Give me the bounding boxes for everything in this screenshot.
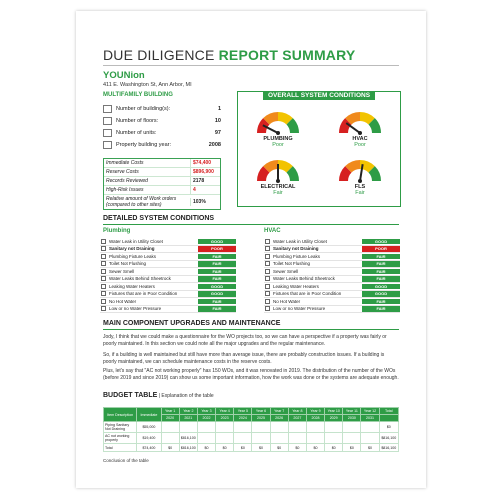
condition-item [100, 238, 236, 246]
detailed-divider [103, 224, 399, 225]
condition-item [100, 253, 236, 261]
budget-header-date: 2028 [306, 415, 324, 422]
condition-label: Sewer Smell [109, 268, 135, 274]
page-title: DUE DILIGENCE REPORT SUMMARY [103, 47, 356, 63]
checkbox[interactable] [101, 254, 106, 259]
hvac-conditions-list [264, 238, 400, 313]
budget-cell [361, 433, 379, 444]
budget-header-year: Year 12 [361, 408, 379, 415]
condition-item [100, 306, 236, 314]
budget-header-date: 2021 [179, 415, 197, 422]
checkbox[interactable] [101, 269, 106, 274]
checkbox[interactable] [265, 276, 270, 281]
condition-label: Fixtures that are in Poor Condition [273, 291, 342, 297]
checkbox[interactable] [101, 246, 106, 251]
condition-item [100, 246, 236, 254]
cost-label: High-Risk Issues [106, 187, 144, 193]
property-name: YOUNion [103, 70, 145, 81]
fact-label: Number of floors: [116, 118, 159, 124]
gauge-hub [276, 131, 280, 135]
report-page [76, 11, 426, 488]
checkbox[interactable] [101, 306, 106, 311]
checkbox[interactable] [265, 284, 270, 289]
upgrades-divider [103, 329, 399, 330]
budget-cell-immediate: $74,400 [137, 444, 161, 452]
budget-cell: $816,100 [179, 433, 197, 444]
plumbing-conditions-list [100, 238, 236, 313]
calendar-icon [103, 141, 112, 149]
gauge-dial [338, 110, 382, 135]
condition-item [264, 253, 400, 261]
gauge-hub [358, 179, 362, 183]
condition-label: Sanitary not Draining [109, 246, 155, 252]
condition-item [264, 306, 400, 314]
condition-item [264, 261, 400, 269]
cost-row [104, 177, 220, 186]
checkbox[interactable] [265, 254, 270, 259]
budget-header-date: 2024 [234, 415, 252, 422]
budget-cell [216, 433, 234, 444]
budget-cell [161, 422, 179, 433]
budget-header-year: Year 9 [306, 408, 324, 415]
checkbox[interactable] [265, 261, 270, 266]
condition-label: Low or no Water Pressure [273, 306, 326, 312]
budget-cell [234, 433, 252, 444]
checkbox[interactable] [101, 299, 106, 304]
budget-header-date: 2030 [343, 415, 361, 422]
gauge-hub [358, 131, 362, 135]
fact-label: Number of units: [116, 130, 157, 136]
status-badge: FAIR [362, 269, 400, 275]
budget-cell [361, 422, 379, 433]
status-badge: POOR [198, 246, 236, 252]
status-badge: FAIR [198, 261, 236, 267]
status-badge: FAIR [362, 276, 400, 282]
property-address: 411 E. Washington St, Ann Arbor, MI [103, 82, 192, 88]
condition-label: Sewer Smell [273, 268, 299, 274]
condition-label: No Hot Water [109, 298, 137, 304]
fact-value: 1 [217, 106, 221, 112]
budget-cell-desc: Piping Sanitary Not Draining [104, 422, 137, 433]
budget-cell: $0 [216, 444, 234, 452]
budget-cell [306, 433, 324, 444]
status-badge: FAIR [362, 306, 400, 312]
budget-header-year: Year 5 [234, 408, 252, 415]
costs-table [103, 158, 221, 210]
condition-item [100, 283, 236, 291]
condition-label: Sanitary not Draining [273, 246, 319, 252]
budget-header-date: 2020 [161, 415, 179, 422]
budget-subtitle: | Explanation of the table [157, 393, 214, 399]
budget-header-date: 2026 [270, 415, 288, 422]
upgrades-paragraph: So, if a building is well maintained but still have more than average issue, there are probably construction issues. If a building is poorly maintained, we can schedule maintenance costs in the reserve costs. [103, 352, 385, 365]
budget-cell-immediate: $19,400 [137, 433, 161, 444]
gauge [330, 110, 390, 148]
budget-header-year: Year 3 [197, 408, 215, 415]
budget-table [103, 407, 399, 452]
budget-header-date: 2023 [216, 415, 234, 422]
budget-row [104, 433, 399, 444]
fact-label: Number of building(s): [116, 106, 171, 112]
gauge-hub [276, 179, 280, 183]
checkbox[interactable] [101, 239, 106, 244]
budget-header-year: Year 6 [252, 408, 270, 415]
cost-row [104, 159, 220, 168]
budget-header-date: 2025 [252, 415, 270, 422]
budget-cell [325, 433, 343, 444]
condition-label: Water Leaks Behind Sheetrock [109, 276, 171, 282]
budget-caption: Conclusion of the table [103, 458, 149, 463]
checkbox[interactable] [101, 276, 106, 281]
budget-header-date: 2027 [288, 415, 306, 422]
fact-label: Property building year: [116, 142, 172, 148]
budget-cell: $0 [361, 444, 379, 452]
cost-label: Reserve Costs [106, 169, 139, 175]
condition-label: Water Leak in Utility Closet [109, 238, 163, 244]
budget-cell: $816,100 [379, 444, 398, 452]
budget-cell: $0 [343, 444, 361, 452]
budget-cell: $0 [197, 444, 215, 452]
budget-cell [306, 422, 324, 433]
budget-cell [288, 433, 306, 444]
condition-label: Fixtures that are in Poor Condition [109, 291, 178, 297]
floors-icon [103, 117, 112, 125]
status-badge: GOOD [198, 284, 236, 290]
budget-header-date: 2022 [197, 415, 215, 422]
gauge-rating: Fair [355, 190, 365, 196]
status-badge: FAIR [362, 254, 400, 260]
status-badge: FAIR [198, 299, 236, 305]
condition-label: Plumbing Fixture Leaks [273, 253, 321, 259]
budget-cell: $816,100 [180, 445, 196, 450]
budget-cell [234, 422, 252, 433]
upgrades-paragraph: Plus, let's say that "AC not working properly" has 150 WOs, and it was renovated in 2019. The distribution of the number of the WOs (before 2019 and since 2019) can show us some important information, how the work was done or the systems are adequate enough. [103, 368, 399, 381]
upgrades-title: MAIN COMPONENT UPGRADES AND MAINTENANCE [103, 320, 281, 327]
gauge-name: HVAC [352, 136, 368, 142]
checkbox[interactable] [265, 269, 270, 274]
cost-label: Relative amount of Work orders (compared to other sites) [106, 196, 177, 208]
status-badge: FAIR [362, 299, 400, 305]
budget-cell [252, 433, 270, 444]
status-badge: FAIR [198, 306, 236, 312]
gauge [330, 158, 390, 196]
status-badge: FAIR [198, 254, 236, 260]
gauge-rating: Poor [354, 142, 366, 148]
budget-header-year: Year 2 [179, 408, 197, 415]
budget-cell: $0 [161, 444, 179, 452]
budget-title: BUDGET TABLE | Explanation of the table [103, 392, 214, 399]
condition-label: Leaking Water Heaters [273, 283, 319, 289]
budget-header-year: Year 11 [343, 408, 361, 415]
budget-header-year: Total [379, 408, 398, 415]
detailed-conditions-title: DETAILED SYSTEM CONDITIONS [103, 215, 215, 222]
status-badge: GOOD [198, 239, 236, 245]
cost-label: Records Reviewed [106, 178, 148, 184]
fact-value: 2008 [208, 142, 221, 148]
budget-cell [161, 433, 179, 444]
overall-conditions-title: OVERALL SYSTEM CONDITIONS [263, 91, 375, 100]
budget-cell [197, 422, 215, 433]
checkbox[interactable] [265, 291, 270, 296]
condition-label: Water Leaks Behind Sheetrock [273, 276, 335, 282]
budget-cell: $0 [270, 444, 288, 452]
fact-row [103, 115, 221, 127]
budget-cell: $0 [234, 444, 252, 452]
gauge [248, 158, 308, 196]
status-badge: POOR [362, 246, 400, 252]
condition-label: No Hot Water [273, 298, 301, 304]
fact-row [103, 103, 221, 115]
budget-header-year: Year 10 [325, 408, 343, 415]
condition-item [264, 246, 400, 254]
condition-item [100, 261, 236, 269]
budget-header-row [104, 408, 399, 415]
budget-header-year: Year 7 [270, 408, 288, 415]
budget-header-year: Year 1 [161, 408, 179, 415]
fact-row [103, 139, 221, 151]
budget-cell: $0 [379, 422, 398, 433]
budget-header-date [379, 415, 398, 422]
title-divider [103, 65, 399, 66]
gauge-rating: Poor [272, 142, 284, 148]
gauge-name: PLUMBING [263, 136, 293, 142]
condition-item [264, 283, 400, 291]
fact-row [103, 127, 221, 139]
budget-cell [325, 422, 343, 433]
cost-value: $896,900 [190, 168, 220, 176]
status-badge: GOOD [362, 291, 400, 297]
gauge-name: FLS [354, 184, 366, 190]
budget-cell: $0 [252, 444, 270, 452]
budget-cell [197, 433, 215, 444]
property-facts [103, 103, 221, 151]
budget-cell: $0 [306, 444, 324, 452]
gauge-rating: Fair [273, 190, 283, 196]
budget-header-year: Year 4 [216, 408, 234, 415]
checkbox[interactable] [101, 261, 106, 266]
budget-cell [270, 422, 288, 433]
condition-label: Toilet Not Flushing [109, 261, 147, 267]
cost-row [104, 168, 220, 177]
budget-cell: $0 [288, 444, 306, 452]
units-icon [103, 129, 112, 137]
budget-row [104, 422, 399, 433]
status-badge: FAIR [198, 269, 236, 275]
condition-item [100, 298, 236, 306]
budget-cell [343, 422, 361, 433]
budget-header-date: 2029 [325, 415, 343, 422]
condition-item [264, 276, 400, 284]
condition-item [100, 268, 236, 276]
gauge-name: ELECTRICAL [260, 184, 296, 190]
budget-cell-desc: AC not working properly [104, 433, 137, 444]
upgrades-paragraph: Jody, I think that we could make a questionnaire for the WO projects too, so we can have a perspective if a property was fairly or poorly maintained. In this section we could note all the major upgrades and the regular maintenance. [103, 334, 387, 347]
budget-header-date: 2031 [361, 415, 379, 422]
status-badge: GOOD [362, 284, 400, 290]
condition-item [264, 298, 400, 306]
budget-cell [270, 433, 288, 444]
checkbox[interactable] [101, 284, 106, 289]
condition-item [100, 291, 236, 299]
budget-cell [252, 422, 270, 433]
budget-header-immediate: Immediate [137, 408, 161, 422]
status-badge: GOOD [362, 239, 400, 245]
overall-conditions-panel [237, 91, 401, 207]
condition-label: Water Leak in Utility Closet [273, 238, 327, 244]
cost-value: 4 [190, 186, 220, 194]
budget-header-year: Year 8 [288, 408, 306, 415]
condition-label: Plumbing Fixture Leaks [109, 253, 157, 259]
budget-header-desc: Item Description [104, 408, 137, 422]
condition-item [100, 276, 236, 284]
status-badge: FAIR [198, 276, 236, 282]
gauge [248, 110, 308, 148]
budget-cell: $0 [325, 444, 343, 452]
cost-label: Immediate Costs [106, 160, 144, 166]
checkbox[interactable] [265, 239, 270, 244]
budget-cell [288, 422, 306, 433]
checkbox[interactable] [265, 299, 270, 304]
budget-cell [179, 422, 197, 433]
checkbox[interactable] [101, 291, 106, 296]
status-badge: FAIR [362, 261, 400, 267]
status-badge: GOOD [198, 291, 236, 297]
checkbox[interactable] [265, 306, 270, 311]
gauge-dial [256, 158, 300, 183]
budget-cell-immediate: $55,000 [137, 422, 161, 433]
building-icon [103, 105, 112, 113]
condition-item [264, 291, 400, 299]
condition-item [264, 268, 400, 276]
budget-cell-desc: Total [104, 444, 137, 452]
cost-value: $74,400 [190, 159, 220, 167]
condition-label: Low or no Water Pressure [109, 306, 162, 312]
gauge-dial [256, 110, 300, 135]
budget-cell [343, 433, 361, 444]
cost-value: 103% [190, 198, 220, 206]
condition-label: Toilet Not Flushing [273, 261, 311, 267]
gauge-dial [338, 158, 382, 183]
budget-cell [216, 422, 234, 433]
cost-row [104, 186, 220, 195]
plumbing-column-title: Plumbing [103, 228, 131, 234]
checkbox[interactable] [265, 246, 270, 251]
cost-value: 2178 [190, 177, 220, 185]
cost-row [104, 195, 220, 209]
property-type: MULTIFAMILY BUILDING [103, 92, 173, 98]
condition-item [264, 238, 400, 246]
budget-row [104, 444, 399, 452]
fact-value: 10 [214, 118, 221, 124]
hvac-column-title: HVAC [264, 228, 281, 234]
fact-value: 97 [214, 130, 221, 136]
budget-cell: $816,100 [379, 433, 398, 444]
condition-label: Leaking Water Heaters [109, 283, 155, 289]
